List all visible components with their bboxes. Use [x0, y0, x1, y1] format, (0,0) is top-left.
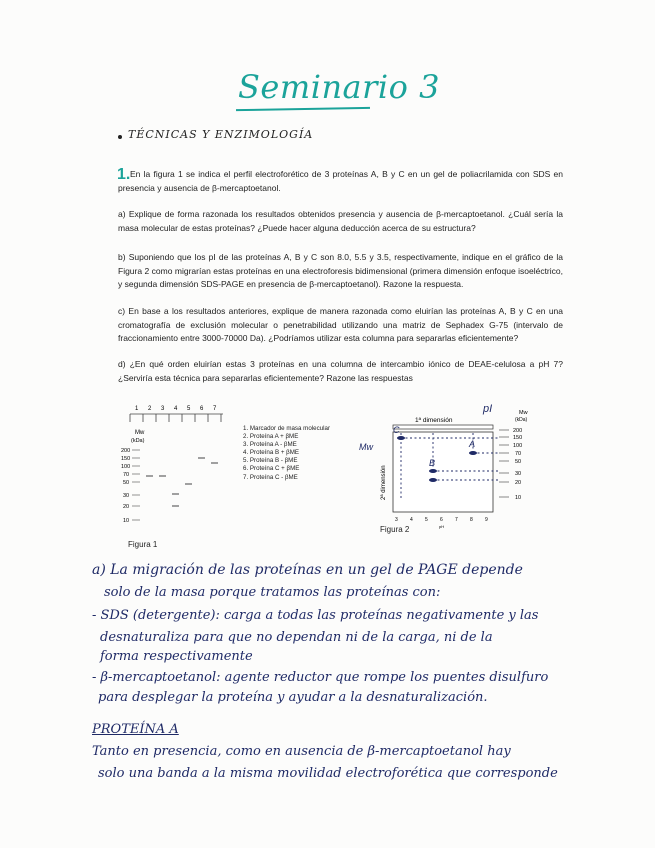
fig2-tick-70: 70 [515, 451, 522, 457]
fig2-tick-10: 10 [515, 495, 522, 501]
label-a: A [469, 439, 476, 449]
answer-line: para desplegar la proteína y ayudar a la desnaturalización. [98, 690, 488, 705]
fig1-legend [243, 425, 330, 482]
fig1-marker-bands [132, 450, 140, 520]
fig2-caption: Figura 2 [380, 525, 410, 534]
answer-line: Tanto en presencia, como en ausencia de β-mercaptoetanol hay [92, 744, 511, 759]
fig2-gel-box [393, 432, 493, 512]
question-intro [118, 168, 563, 195]
fig2-tick-100: 100 [513, 443, 523, 449]
fig1-tick-150: 150 [121, 456, 131, 462]
fig1-tick-100: 100 [121, 464, 131, 470]
section-subtitle: TÉCNICAS Y ENZIMOLOGÍA [128, 128, 314, 141]
fig1-tick-30: 30 [123, 493, 130, 499]
question-d: d) ¿En qué orden eluirían estas 3 proteínas en una columna de intercambio iónico de DEAE-celulosa a pH 7? ¿Serviría esta técnica para separarlas eficientemente? Razone las respuestas [118, 359, 563, 383]
fig2-tick-50: 50 [515, 459, 522, 465]
ph-5: 5 [425, 517, 428, 523]
fig1-tick-20: 20 [123, 504, 130, 510]
answer-line: solo una banda a la misma movilidad electroforética que corresponde [98, 766, 558, 781]
question-b: b) Suponiendo que los pI de las proteínas A, B y C son 8.0, 5.5 y 3.5, respectivamente, indique en el gráfico de la Figura 2 como migrarían estas proteínas en una electroforesis bidimensional (primera dimensión enfoque isoeléctrico, y segunda dimensión SDS-PAGE en presencia de β-mercaptoetanol). Razone la respuesta. [118, 252, 563, 289]
spot-b1 [429, 469, 437, 473]
question-number: 1. [117, 166, 131, 183]
fig1-caption: Figura 1 [128, 540, 158, 549]
legend-item: 7. Proteína C - βME [243, 473, 298, 481]
fig1-sample-bands [146, 458, 218, 506]
ph-7: 7 [455, 517, 458, 523]
fig2-mw-tick-lines [499, 430, 509, 497]
fig1-mw-header: Mw [135, 430, 145, 436]
fig1-lane-5: 5 [187, 406, 191, 412]
fig1-lane-2: 2 [148, 406, 152, 412]
legend-item: 6. Proteína C + βME [243, 465, 300, 473]
fig1-wells [130, 414, 223, 422]
answer-line: solo de la masa porque tratamos las proteínas con: [104, 585, 441, 600]
spot-a [469, 451, 477, 455]
fig1-tick-70: 70 [123, 472, 130, 478]
fig1-lane-4: 4 [174, 406, 178, 412]
spot-c [397, 436, 405, 440]
answer-line: forma respectivamente [100, 649, 253, 664]
fig1-lane-6: 6 [200, 406, 204, 412]
label-c: C [393, 425, 400, 435]
title-underline [236, 107, 370, 111]
fig2-ief-strip [393, 425, 493, 429]
ph-label: pH [439, 524, 445, 529]
legend-item: 3. Proteína A - βME [243, 441, 297, 449]
label-b: B [429, 458, 436, 468]
question-intro-text: En la figura 1 se indica el perfil electroforético de 3 proteínas A, B y C en un gel de poliacrilamida con SDS en presencia y ausencia de β-mercaptoetanol. [118, 169, 563, 193]
question-a: a) Explique de forma razonada los resultados obtenidos presencia y ausencia de β-mercaptoetanol. ¿Cuál sería la masa molecular de estas proteínas? ¿Puede hacer alguna deducción acerca de su estructura? [118, 209, 563, 233]
fig1-tick-50: 50 [123, 480, 130, 486]
fig1-tick-10: 10 [123, 518, 130, 524]
fig2-first-dim: 1ª dimensión [415, 417, 453, 424]
fig2-tick-30: 30 [515, 471, 522, 477]
answer-line: - SDS (detergente): carga a todas las proteínas negativamente y las [92, 608, 539, 623]
legend-item: 5. Proteína B - βME [243, 457, 298, 465]
answer-heading: PROTEÍNA A [92, 722, 179, 737]
fig1-lane-3: 3 [161, 406, 165, 412]
ph-8: 8 [470, 517, 473, 523]
fig2-tick-200: 200 [513, 428, 523, 434]
question-c: c) En base a los resultados anteriores, explique de manera razonada como eluirían las proteínas A, B y C en una cromatografía de exclusión molecular o penetrabilidad utilizando una matriz de Sephadex G-75 (intervalo de fraccionamiento entre 3000-70000 Da). ¿Podríamos utilizar esta columna para separarlas eficientemente? [118, 306, 563, 343]
fig1-tick-200: 200 [121, 448, 131, 454]
fig2-second-dim: 2ª dimensión [381, 465, 387, 500]
answer-line: desnaturaliza para que no dependan ni de la carga, ni de la [100, 630, 493, 645]
fig1-mw-ticks [121, 448, 130, 524]
answer-line: - β-mercaptoetanol: agente reductor que rompe los puentes disulfuro [92, 670, 549, 685]
page-title: Seminario 3 [238, 68, 440, 106]
bullet-icon [118, 135, 122, 139]
fig2-mw-ticks [513, 428, 522, 501]
legend-item: 2. Proteína A + βME [243, 433, 299, 441]
fig2-pi-annotation: pI [483, 403, 493, 415]
legend-item: 1. Marcador de masa molecular [243, 425, 331, 432]
fig2-tick-150: 150 [513, 435, 523, 441]
fig2-mw-annotation: Mw [359, 442, 373, 452]
ph-6: 6 [440, 517, 443, 523]
ph-3: 3 [395, 517, 398, 523]
spot-b2 [429, 478, 437, 482]
answer-line: a) La migración de las proteínas en un gel de PAGE depende [92, 562, 523, 578]
fig1-lane-7: 7 [213, 406, 217, 412]
ph-9: 9 [485, 517, 488, 523]
fig1-lane-1: 1 [135, 406, 139, 412]
fig2-tick-20: 20 [515, 480, 522, 486]
fig2-mw-unit: (kDa) [515, 417, 528, 423]
ph-4: 4 [410, 517, 413, 523]
fig2-mw-header: Mw [519, 410, 528, 416]
fig1-lane-numbers [135, 406, 217, 412]
legend-item: 4. Proteína B + βME [243, 449, 300, 457]
fig1-mw-unit: (kDa) [131, 438, 145, 444]
